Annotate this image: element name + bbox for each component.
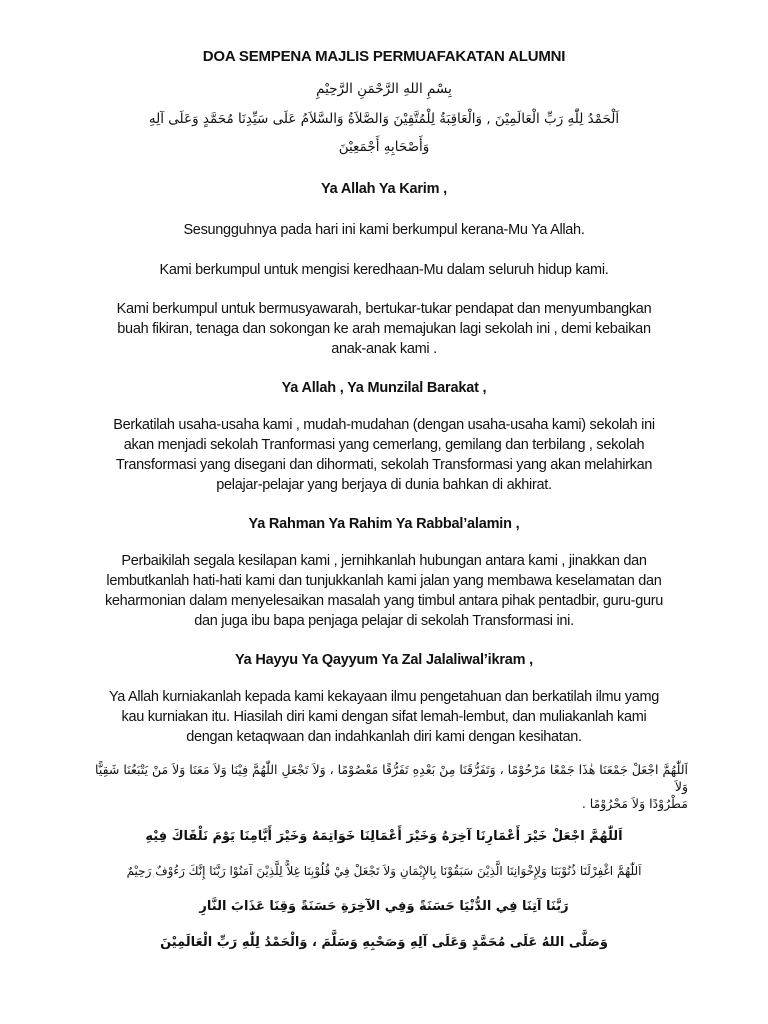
document-page [90,40,688,954]
paragraph [90,260,678,280]
paragraph [90,220,678,240]
section-heading: Ya Hayyu Ya Qayyum Ya Zal Jalaliwal’ikram , [235,652,533,668]
closing-arabic-line: مَطْرُوْدًا وَلاَ مَحْرُوْمًا . [581,796,688,811]
opening-prayer-arabic [90,108,678,158]
paragraph [90,415,678,495]
paragraph-line: buah fikiran, tenaga dan sokongan ke arah memajukan lagi sekolah ini , demi kebaikan [117,321,651,337]
paragraph-line: Ya Allah kurniakanlah kepada kami kekayaan ilmu pengetahuan dan berkatilah ilmu yamg [108,689,660,705]
paragraph-line: dan juga ibu bapa penjaga pelajar di sekolah Transformasi ini. [194,613,574,629]
closing-arabic-line: اَللّٰهُمَّ اجْعَلْ جَمْعَنَا هٰذَا جَمْعًا مَرْحُوْمًا ، وَتَفَرُّقَنَا مِنْ بَعْدِهِ تَفَرُّقًا مَعْصُوْمًا ، وَلاَ تَجْعَلِ اللّٰهُمَّ فِيْنَا وَلاَ مَعَنَا وَلاَ مَنْ يَتْبَعُنَا شَقِيًّا وَلاَ [95,762,688,794]
section-heading: Ya Allah , Ya Munzilal Barakat , [281,380,487,396]
paragraph-line: Kami berkumpul untuk mengisi keredhaan-Mu dalam seluruh hidup kami. [159,262,609,278]
paragraph-line: Sesungguhnya pada hari ini kami berkumpul kerana-Mu Ya Allah. [183,222,585,238]
paragraph-line: anak-anak kami . [331,341,437,357]
paragraph [76,551,692,631]
paragraph-line: keharmonian dalam menyelesaikan masalah yang timbul antara pihak pentadbir, guru-guru [104,593,664,609]
paragraph [90,299,678,359]
closing-arabic-line: رَبَّنَا آتِنَا فِي الدُّنْيَا حَسَنَةً وَفِي الآخِرَةِ حَسَنَةً وَقِنَا عَذَابَ النَّارِ [199,899,569,914]
paragraph-line: Perbaikilah segala kesilapan kami , jernihkanlah hubungan antara kami , jinakkan dan [121,553,647,569]
paragraph-line: Kami berkumpul untuk bermusyawarah, bertukar-tukar pendapat dan menyumbangkan [116,301,652,317]
closing-prayer-arabic [90,761,688,954]
closing-arabic-line: اَللّٰهُمَّ اجْعَلْ خَيْرَ أَعْمَارِنَا آخِرَهُ وَخَيْرَ أَعْمَالِنَا خَوَاتِمَهُ وَخَيْرَ أَيَّامِنَا يَوْمَ نَلْقَاكَ فِيْهِ [145,829,623,844]
paragraph-line: dengan ketaqwaan dan indahkanlah diri kami dengan kesihatan. [186,729,582,745]
section-ya-munzilal-barakat [90,379,678,495]
section-heading: Ya Rahman Ya Rahim Ya Rabbal’alamin , [248,516,520,532]
paragraph-line: kau kurniakan itu. Hiasilah diri kami dengan sifat lemah-lembut, dan muliakanlah kami [121,709,647,725]
paragraph-line: Berkatilah usaha-usaha kami , mudah-mudahan (dengan usaha-usaha kami) sekolah ini [113,417,655,433]
closing-arabic-line: اَللّٰهُمَّ اغْفِرْلَنَا ذُنُوْبَنَا وَلِإِخْوَانِنَا الَّذِيْنَ سَبَقُوْنَا بِالإِيْمَانِ وَلاَ تَجْعَلْ فِيْ قُلُوْبِنَا غِلاًّ لِلَّذِيْنَ آمَنُوْا رَبَّنَا إِنَّكَ رَءُوْفٌ رَحِيْمٌ [126,864,642,878]
paragraph [78,687,690,747]
section-ya-rahman-ya-rahim [90,515,678,631]
paragraph-line: lembutkanlah hati-hati kami dan tunjukkanlah kami jalan yang membawa keselamatan dan [106,573,662,589]
opening-arabic-line: وَأَصْحَابِهِ أَجْمَعِيْنَ [338,139,430,155]
opening-arabic-line: اَلْحَمْدُ لِلّٰهِ رَبِّ الْعَالَمِيْنَ , وَالْعَاقِبَةُ لِلْمُتَّقِيْنَ وَالصَّلاَةُ وَالسَّلاَمُ عَلَى سَيِّدِنَا مُحَمَّدٍ وَعَلَى آلِهِ [148,111,620,127]
section-ya-allah-ya-karim [90,180,678,359]
closing-arabic-line: وَصَلَّى اللهُ عَلَى مُحَمَّدٍ وَعَلَى آلِهِ وَصَحْبِهِ وَسَلَّمَ ، وَالْحَمْدُ لِلّٰهِ رَبِّ الْعَالَمِيْنَ [160,935,608,950]
document-title: DOA SEMPENA MAJLIS PERMUAFAKATAN ALUMNI [202,48,566,65]
basmalah: بِسْمِ اللهِ الرَّحْمَنِ الرَّحِيْمِ [316,81,452,97]
section-ya-hayyu-ya-qayyum [90,651,678,747]
section-heading: Ya Allah Ya Karim , [321,181,447,197]
paragraph-line: pelajar-pelajar yang berjaya di dunia bahkan di akhirat. [216,477,552,493]
paragraph-line: Transformasi yang disegani dan dihormati, sekolah Transformasi yang akan melahirkan [115,457,653,473]
paragraph-line: akan menjadi sekolah Tranformasi yang cemerlang, gemilang dan terbilang , sekolah [123,437,645,453]
